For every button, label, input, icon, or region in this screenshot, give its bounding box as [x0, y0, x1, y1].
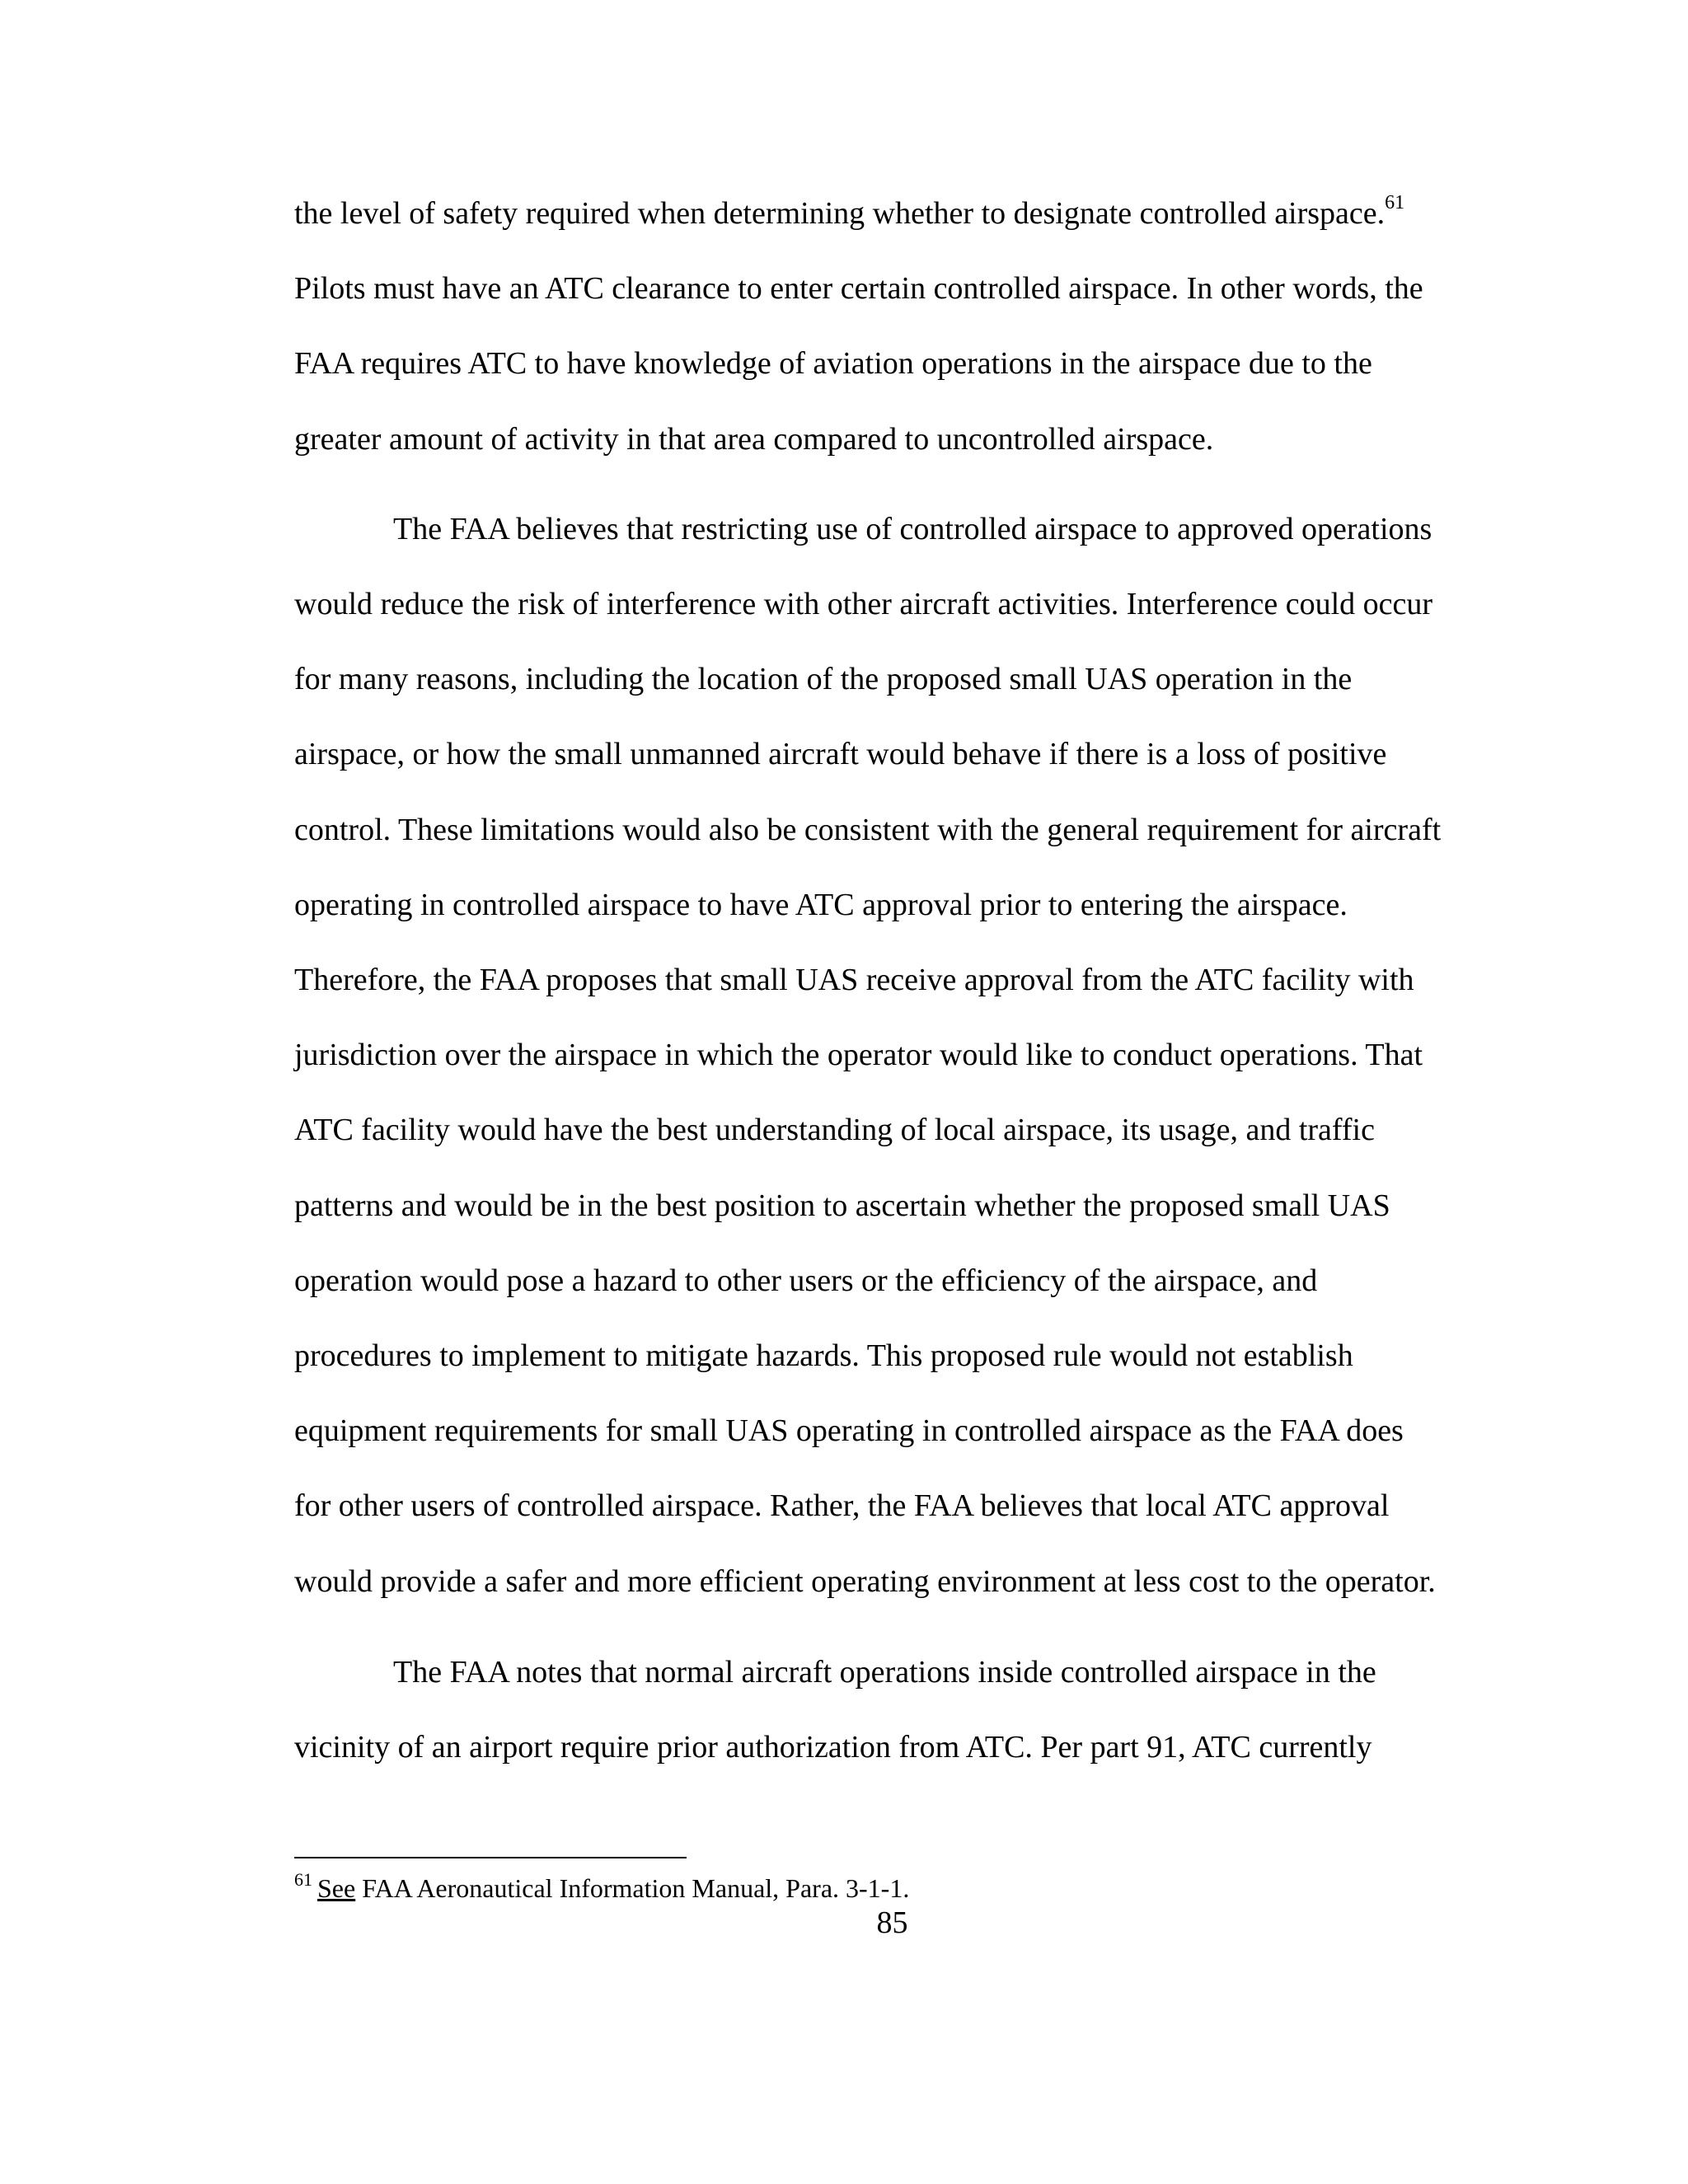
paragraph-2-line-13: equipment requirements for small UAS operating in controlled airspace as the FAA does	[294, 1413, 1404, 1448]
paragraph-2-line-7: Therefore, the FAA proposes that small UAS receive approval from the ATC facility with	[294, 963, 1414, 997]
footnote-see: See	[317, 1873, 356, 1903]
paragraph-2-line-14: for other users of controlled airspace. Rather, the FAA believes that local ATC approval	[294, 1488, 1390, 1523]
paragraph-2-line-3: for many reasons, including the location of the proposed small UAS operation in the	[294, 662, 1353, 696]
footnote-reference: 61	[1385, 192, 1405, 214]
footnote-separator	[294, 1857, 687, 1858]
paragraph-2-line-5: control. These limitations would also be consistent with the general requirement for aircraft	[294, 813, 1442, 847]
paragraph-2-line-8: jurisdiction over the airspace in which the operator would like to conduct operations. That	[294, 1038, 1423, 1072]
paragraph-1-line-4: greater amount of activity in that area compared to uncontrolled airspace.	[294, 422, 1214, 457]
paragraph-2-line-4: airspace, or how the small unmanned aircraft would behave if there is a loss of positive	[294, 737, 1387, 771]
paragraph-2-line-15: would provide a safer and more efficient operating environment at less cost to the operator.	[294, 1564, 1436, 1599]
paragraph-2-line-2: would reduce the risk of interference with other aircraft activities. Interference could occur	[294, 587, 1433, 621]
paragraph-1-line-2: Pilots must have an ATC clearance to enter certain controlled airspace. In other words, the	[294, 271, 1423, 306]
paragraph-2-line-1: The FAA believes that restricting use of controlled airspace to approved operations	[393, 512, 1432, 546]
paragraph-1-line-1	[294, 194, 1404, 232]
footnote-text: FAA Aeronautical Information Manual, Para. 3-1-1.	[355, 1873, 910, 1903]
page-number: 85	[876, 1905, 908, 1940]
paragraph-2-line-11: operation would pose a hazard to other users or the efficiency of the airspace, and	[294, 1263, 1318, 1298]
paragraph-3-line-2: vicinity of an airport require prior authorization from ATC. Per part 91, ATC currently	[294, 1730, 1372, 1765]
paragraph-1-line-1-text: the level of safety required when determining whether to designate controlled airspace.	[294, 196, 1386, 231]
paragraph-2-line-12: procedures to implement to mitigate hazards. This proposed rule would not establish	[294, 1338, 1353, 1373]
paragraph-3-line-1: The FAA notes that normal aircraft operations inside controlled airspace in the	[393, 1655, 1376, 1690]
paragraph-2-line-6: operating in controlled airspace to have ATC approval prior to entering the airspace.	[294, 888, 1348, 922]
paragraph-2-line-9: ATC facility would have the best understanding of local airspace, its usage, and traffic	[294, 1113, 1375, 1147]
footnote-number: 61	[294, 1869, 312, 1891]
paragraph-2-line-10: patterns and would be in the best position to ascertain whether the proposed small UAS	[294, 1188, 1390, 1223]
paragraph-1-line-3: FAA requires ATC to have knowledge of aviation operations in the airspace due to the	[294, 346, 1372, 381]
footnote	[294, 1869, 910, 1904]
